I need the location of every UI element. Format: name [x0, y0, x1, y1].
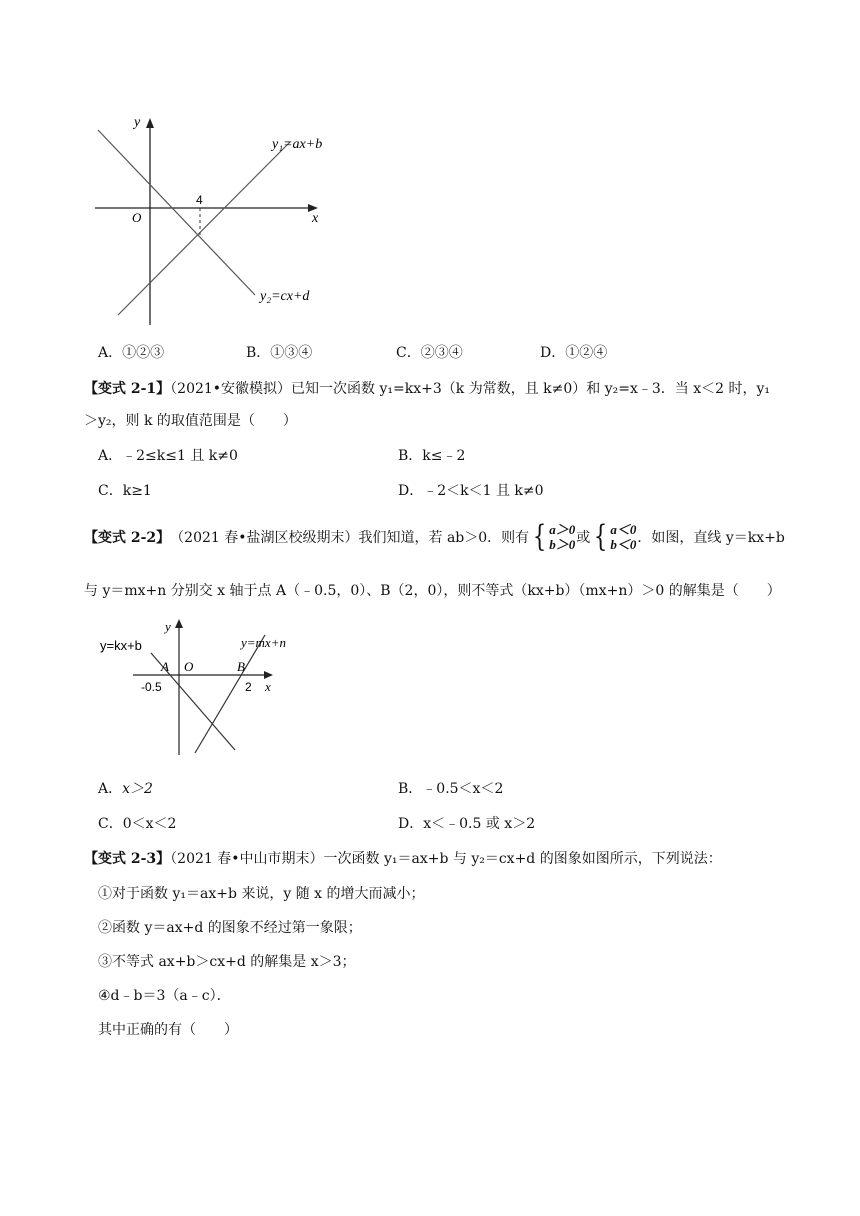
option-c: C．②③④	[396, 345, 463, 361]
question-tag: 【变式 2-2】	[84, 530, 171, 546]
figure-1-graph	[90, 110, 340, 330]
question-2-3	[84, 848, 722, 868]
option-b: B．﹣0.5＜x＜2	[398, 781, 504, 797]
question-tag: 【变式 2-1】	[84, 381, 171, 397]
question-2-2-line2: 与 y＝mx+n 分别交 x 轴于点 A（﹣0.5，0）、B（2，0），则不等式（kx+b）（mx+n）＞0 的解集是（ ）	[84, 583, 781, 599]
question-tag: 【变式 2-3】	[84, 851, 171, 867]
origin-label: O	[184, 659, 194, 674]
tick-b-label: 2	[245, 680, 252, 694]
tick-label: 4	[196, 193, 203, 207]
line-mx-n-label: y=mx+n	[241, 635, 286, 650]
option-d: D．﹣2＜k＜1 且 k≠0	[398, 483, 544, 499]
option-a: A．﹣2≤k≤1 且 k≠0	[98, 448, 238, 464]
question-text-line1b: ．如图，直线 y＝kx+b	[637, 530, 785, 546]
question-2-2: 【变式 2-2】 （2021 春•盐湖区校级期末）我们知道，若 ab＞0．则有 { a＞0 b＞0 或 { a＜0 b＜0 ．如图，直线 y＝kx+b	[84, 519, 785, 554]
option-b: B．k≤﹣2	[398, 448, 466, 464]
option-a: A．①②③	[98, 345, 165, 361]
question-text-line1: （2021•安徽模拟）已知一次函数 y₁=kx+3（k 为常数，且 k≠0）和 y₂=x﹣3．当 x＜2 时，y₁	[170, 381, 771, 397]
x-axis-label: x	[265, 679, 271, 694]
line-kx-b-label: y=kx+b	[100, 638, 142, 653]
statement-3: ③不等式 ax+b＞cx+d 的解集是 x＞3；	[98, 954, 356, 970]
x-axis-label: x	[312, 211, 319, 226]
question-text-line1a: （2021 春•盐湖区校级期末）我们知道，若 ab＞0．则有	[170, 530, 530, 546]
option-c: C．0＜x＜2	[98, 816, 177, 832]
question-2-1-line2: ＞y₂，则 k 的取值范围是（ ）	[84, 413, 297, 429]
origin-label: O	[132, 210, 142, 225]
system-of-inequalities-2: { a＜0 b＜0	[594, 519, 637, 554]
point-b-label: B	[237, 659, 245, 674]
statement-4: ④d﹣b＝3（a﹣c）．	[98, 988, 231, 1004]
option-d: D．①②④	[540, 345, 608, 361]
question-text-line1: （2021 春•中山市期末）一次函数 y₁＝ax+b 与 y₂＝cx+d 的图象如图所示，下列说法：	[170, 851, 722, 867]
option-c: C．k≥1	[98, 483, 152, 499]
point-a-label: A	[161, 659, 169, 674]
y-axis-label: y	[165, 619, 171, 634]
question-2-1	[84, 378, 770, 398]
statement-1: ①对于函数 y₁＝ax+b 来说，y 随 x 的增大而减小；	[98, 886, 425, 902]
system-of-inequalities-1: { a＞0 b＞0	[533, 519, 576, 554]
option-a: A．x＞2	[98, 781, 153, 797]
statement-2: ②函数 y＝ax+d 的图象不经过第一象限；	[98, 920, 362, 936]
tick-a-label: -0.5	[141, 680, 162, 694]
line-1-label: y₁=ax+b	[272, 137, 323, 152]
option-b: B．①③④	[246, 345, 313, 361]
line-2-label: y₂=cx+d	[260, 289, 310, 304]
option-d: D．x＜﹣0.5 或 x＞2	[398, 816, 536, 832]
figure-2-graph	[95, 615, 305, 760]
question-prompt: 其中正确的有（ ）	[98, 1022, 238, 1038]
y-axis-label: y	[134, 115, 141, 130]
